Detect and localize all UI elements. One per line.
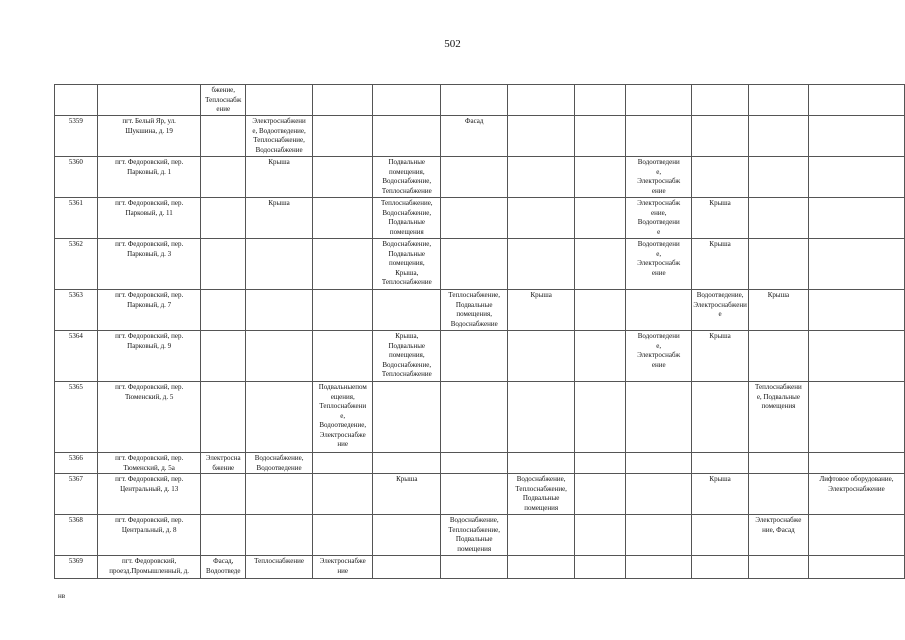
work-type-cell <box>201 239 246 290</box>
address-cell: пгт. Федоровский, пер. Парковый, д. 1 <box>97 157 201 198</box>
work-type-cell: бжение, Теплоснабж ение <box>201 85 246 116</box>
work-type-cell: Подвальные помещения, Водоснабжение, Теплоснабжение <box>373 157 441 198</box>
work-type-cell <box>373 85 441 116</box>
work-type-cell <box>626 85 692 116</box>
work-type-cell <box>692 85 748 116</box>
work-type-cell <box>748 453 808 474</box>
work-type-cell: Крыша <box>692 474 748 515</box>
table-row <box>55 556 905 579</box>
work-type-cell: Крыша <box>508 290 575 331</box>
work-type-cell: Электроснабже ние <box>313 556 373 579</box>
work-type-cell: Водоснабжение, Теплоснабжение, Подвальные помещения <box>441 515 508 556</box>
work-type-cell: Электроснабжени е, Водоотведение, Теплоснабжение, Водоснабжение <box>246 116 313 157</box>
row-number-cell: 5369 <box>55 556 98 579</box>
work-type-cell <box>313 331 373 382</box>
table-row <box>55 290 905 331</box>
table-row <box>55 331 905 382</box>
work-type-cell: Крыша, Подвальные помещения, Водоснабжение, Теплоснабжение <box>373 331 441 382</box>
table-row <box>55 515 905 556</box>
row-number-cell: 5360 <box>55 157 98 198</box>
work-type-cell: Фасад, Водоотведе <box>201 556 246 579</box>
work-type-cell: Крыша <box>692 331 748 382</box>
row-number-cell: 5367 <box>55 474 98 515</box>
work-type-cell <box>808 515 904 556</box>
work-type-cell: Водоотведени е, Электроснабж ение <box>626 331 692 382</box>
work-type-cell: Теплоснабжение <box>246 556 313 579</box>
work-type-cell <box>441 453 508 474</box>
row-number-cell: 5368 <box>55 515 98 556</box>
work-type-cell <box>575 239 626 290</box>
work-type-cell <box>626 116 692 157</box>
work-type-cell: Электроснабж ение, Водоотведени е <box>626 198 692 239</box>
address-cell: пгт. Федоровский, пер. Центральный, д. 13 <box>97 474 201 515</box>
address-cell: пгт. Федоровский, проезд.Промышленный, д. <box>97 556 201 579</box>
work-type-cell <box>692 116 748 157</box>
work-type-cell <box>373 290 441 331</box>
work-type-cell <box>246 331 313 382</box>
work-type-cell: Водоотведени е, Электроснабж ение <box>626 157 692 198</box>
work-type-cell <box>808 157 904 198</box>
work-type-cell <box>748 556 808 579</box>
work-type-cell: Теплоснабжение, Водоснабжение, Подвальные помещения <box>373 198 441 239</box>
work-type-cell: Водоотведени е, Электроснабж ение <box>626 239 692 290</box>
work-type-cell <box>808 453 904 474</box>
table-row <box>55 198 905 239</box>
work-type-cell <box>508 382 575 453</box>
address-cell: пгт. Федоровский, пер. Центральный, д. 8 <box>97 515 201 556</box>
work-type-cell: Крыша <box>373 474 441 515</box>
work-type-cell: Крыша <box>246 198 313 239</box>
work-type-cell <box>373 453 441 474</box>
work-type-cell <box>575 453 626 474</box>
footer-mark: нв <box>58 592 66 600</box>
work-type-cell <box>508 331 575 382</box>
work-type-cell <box>441 157 508 198</box>
work-type-cell: Теплоснабжени е, Подвальные помещения <box>748 382 808 453</box>
work-type-cell <box>441 556 508 579</box>
work-type-cell <box>808 85 904 116</box>
work-type-cell <box>201 290 246 331</box>
work-type-cell <box>508 157 575 198</box>
work-type-cell: Крыша <box>692 239 748 290</box>
work-type-cell <box>313 198 373 239</box>
work-type-cell <box>748 85 808 116</box>
row-number-cell: 5361 <box>55 198 98 239</box>
work-type-cell <box>313 116 373 157</box>
work-type-cell <box>441 474 508 515</box>
work-type-cell: Подвальныепом ещения, Теплоснабжени е, Водоотведение, Электроснабже ние <box>313 382 373 453</box>
work-type-cell <box>692 515 748 556</box>
work-type-cell <box>748 157 808 198</box>
work-type-cell <box>692 382 748 453</box>
work-type-cell <box>246 239 313 290</box>
work-type-cell <box>692 453 748 474</box>
work-type-cell <box>313 290 373 331</box>
work-type-cell <box>201 198 246 239</box>
work-type-cell <box>626 515 692 556</box>
work-type-cell <box>373 382 441 453</box>
work-type-cell <box>808 116 904 157</box>
row-number-cell: 5359 <box>55 116 98 157</box>
table-row <box>55 85 905 116</box>
work-type-cell <box>808 331 904 382</box>
work-type-cell <box>313 453 373 474</box>
work-type-cell <box>201 116 246 157</box>
work-type-cell <box>201 382 246 453</box>
work-type-cell <box>575 515 626 556</box>
work-type-cell <box>201 515 246 556</box>
row-number-cell: 5362 <box>55 239 98 290</box>
work-type-cell <box>575 198 626 239</box>
work-type-cell <box>626 290 692 331</box>
table-row <box>55 453 905 474</box>
work-type-cell: Теплоснабжение, Подвальные помещения, Водоснабжение <box>441 290 508 331</box>
work-type-cell <box>313 474 373 515</box>
address-cell: пгт. Белый Яр, ул. Шукшина, д. 19 <box>97 116 201 157</box>
work-type-cell: Крыша <box>692 198 748 239</box>
work-type-cell <box>575 556 626 579</box>
table-row <box>55 116 905 157</box>
work-type-cell <box>313 157 373 198</box>
work-type-cell: Электросна бжение <box>201 453 246 474</box>
work-type-cell: Водоснабжение, Водоотведение <box>246 453 313 474</box>
row-number-cell: 5363 <box>55 290 98 331</box>
work-type-cell <box>808 382 904 453</box>
work-type-cell <box>508 116 575 157</box>
work-type-cell <box>441 239 508 290</box>
work-type-cell <box>748 474 808 515</box>
work-type-cell <box>575 331 626 382</box>
address-cell: пгт. Федоровский, пер. Парковый, д. 7 <box>97 290 201 331</box>
work-type-cell: Крыша <box>748 290 808 331</box>
work-type-cell <box>373 556 441 579</box>
work-type-cell <box>575 85 626 116</box>
table-row <box>55 474 905 515</box>
work-type-cell <box>246 515 313 556</box>
work-type-cell <box>508 239 575 290</box>
work-type-cell <box>748 331 808 382</box>
work-type-cell: Лифтовое оборудование, Электроснабжение <box>808 474 904 515</box>
work-type-cell <box>626 453 692 474</box>
address-cell <box>97 85 201 116</box>
work-type-cell <box>313 85 373 116</box>
address-cell: пгт. Федоровский, пер. Парковый, д. 11 <box>97 198 201 239</box>
work-type-cell <box>748 116 808 157</box>
table-row <box>55 157 905 198</box>
address-cell: пгт. Федоровский, пер. Парковый, д. 9 <box>97 331 201 382</box>
work-type-cell <box>748 239 808 290</box>
work-type-cell <box>575 157 626 198</box>
work-type-cell <box>626 474 692 515</box>
work-type-cell <box>808 556 904 579</box>
work-type-cell: Крыша <box>246 157 313 198</box>
work-type-cell <box>626 556 692 579</box>
work-type-cell <box>441 198 508 239</box>
work-type-cell <box>246 85 313 116</box>
work-type-cell: Фасад <box>441 116 508 157</box>
work-type-cell: Водоотведение, Электроснабжени е <box>692 290 748 331</box>
work-type-cell <box>575 116 626 157</box>
repair-registry-table <box>54 84 905 579</box>
table-row <box>55 382 905 453</box>
row-number-cell: 5364 <box>55 331 98 382</box>
work-type-cell <box>246 474 313 515</box>
work-type-cell <box>626 382 692 453</box>
work-type-cell <box>201 474 246 515</box>
work-type-cell <box>808 198 904 239</box>
address-cell: пгт. Федоровский, пер. Тюменский, д. 5а <box>97 453 201 474</box>
work-type-cell <box>508 515 575 556</box>
work-type-cell <box>441 331 508 382</box>
work-type-cell <box>575 290 626 331</box>
work-type-cell <box>373 116 441 157</box>
work-type-cell <box>201 331 246 382</box>
address-cell: пгт. Федоровский, пер. Тюменский, д. 5 <box>97 382 201 453</box>
address-cell: пгт. Федоровский, пер. Парковый, д. 3 <box>97 239 201 290</box>
work-type-cell <box>692 157 748 198</box>
work-type-cell <box>246 382 313 453</box>
work-type-cell <box>246 290 313 331</box>
work-type-cell: Электроснабже ние, Фасад <box>748 515 808 556</box>
row-number-cell: 5365 <box>55 382 98 453</box>
page-number: 502 <box>444 38 461 50</box>
table-row <box>55 239 905 290</box>
work-type-cell <box>508 85 575 116</box>
work-type-cell <box>508 453 575 474</box>
row-number-cell <box>55 85 98 116</box>
work-type-cell <box>508 556 575 579</box>
work-type-cell: Водоснабжение, Подвальные помещения, Крыша, Теплоснабжение <box>373 239 441 290</box>
work-type-cell <box>808 239 904 290</box>
row-number-cell: 5366 <box>55 453 98 474</box>
work-type-cell <box>201 157 246 198</box>
work-type-cell <box>808 290 904 331</box>
work-type-cell <box>313 515 373 556</box>
work-type-cell <box>313 239 373 290</box>
work-type-cell <box>748 198 808 239</box>
work-type-cell <box>508 198 575 239</box>
work-type-cell <box>441 85 508 116</box>
work-type-cell <box>575 474 626 515</box>
work-type-cell <box>373 515 441 556</box>
work-type-cell: Водоснабжение, Теплоснабжение, Подвальные помещения <box>508 474 575 515</box>
work-type-cell <box>441 382 508 453</box>
work-type-cell <box>692 556 748 579</box>
work-type-cell <box>575 382 626 453</box>
